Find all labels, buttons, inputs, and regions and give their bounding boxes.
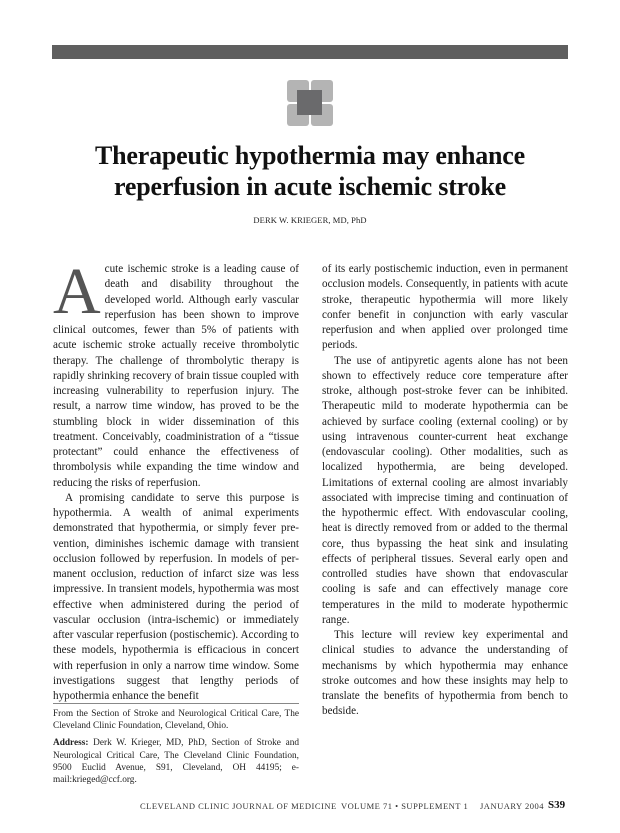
issue-date: JANUARY 2004 — [480, 801, 545, 811]
page-number: S39 — [548, 799, 566, 811]
affiliation: From the Section of Stroke and Neurological Critical Care, The Cleveland Clinic Foundation, Cleveland, Ohio. — [53, 709, 299, 732]
body-column-right — [322, 262, 568, 720]
logo-center-square — [297, 90, 322, 115]
article-title — [40, 140, 580, 202]
address-label: Address: — [53, 738, 89, 749]
volume-info: VOLUME 71 • SUPPLEMENT 1 — [341, 801, 469, 811]
journal-logo-icon — [287, 80, 333, 126]
address — [53, 737, 299, 786]
author-footnote — [53, 703, 299, 791]
header-rule-bar — [52, 45, 568, 59]
paragraph: Acute ischemic stroke is a leading cause of death and disability throughout the developed world. Although early vascular reperfusion has been shown to improve clinical outcomes, fewer than 5% of patients with acute ischemic stroke actually receive thrombolytic therapy. The challenge of thrombolytic therapy is rapidly shrinking recovery of brain tissue coupled with increasing vulnerability to reperfusion injury. The result, a narrow time window, has proved to be the stumbling block in wider dissemination of this treatment. Conceivably, coadministration of a “tissue protectant” could enhance the effectiveness of thrombolysis while expanding the time window and reducing the risks of reperfusion. — [53, 255, 299, 489]
title-line-2: reperfusion in acute ischemic stroke — [114, 172, 506, 201]
drop-cap: A — [53, 255, 101, 328]
title-line-1: Therapeutic hypothermia may enhance — [95, 141, 525, 170]
paragraph: The use of antipyretic agents alone has not been shown to effectively reduce core temperature after stroke, although post-stroke fever can be inhibited. Therapeutic mild to moderate hypothermia can be achieved by surface cooling (external cooling) or by using intravenous counter-current heat exchange (endovascular cooling). Other modalities, such as localized hypothermia, are being developed. Limitations of external cooling are almost invariably associated with imprecise timing and continuation of the hypothermic effect. With endovascular cooling, heat is directly removed from or added to the thermal core, thus bypassing the heat sink and insulating effects of peripheral tissues. Several early open and controlled studies have shown that endovascular cooling is safe and can effectively manage core temperatures in the mild to moderate hypothermic range. — [322, 354, 568, 626]
journal-name: CLEVELAND CLINIC JOURNAL OF MEDICINE — [140, 801, 337, 811]
paragraph: A promising candidate to serve this purpose is hypothermia. A wealth of animal experiments demonstrated that hypothermia, or simply fever prevention, diminishes ischemic damage with transient occlusion followed by reperfusion. In models of permanent occlusion, reduction of infarct size was less impressive. In transient models, hypothermia was most effective when administered during the period of vascular occlusion (intra-ischemic) or immediately after vascular reperfusion (postischemic). According to these models, hypothermia is efficacious in concert with reperfusion in only a narrow time window. Some investigations suggest that lengthy periods of hypothermia enhance the benefit — [53, 491, 299, 702]
address-text: Derk W. Krieger, MD, PhD, Section of Stroke and Neurological Critical Care, The Cleveland Clinic Foundation, 9500 Euclid Avenue, S91, Cleveland, OH 44195; e-mail:krieged@ccf.org. — [53, 738, 299, 786]
body-column-left — [53, 255, 299, 704]
author-byline: DERK W. KRIEGER, MD, PhD — [253, 215, 367, 225]
paragraph: of its early postischemic induction, even in permanent occlusion models. Consequently, in patients with acute stroke, therapeutic hypothermia will more likely confer benefit in conjunction with early vascular reperfusion and when applied over prolonged time periods. — [322, 263, 568, 352]
paragraph: This lecture will review key experimental and clinical studies to advance the understanding of mechanisms by which hypothermia may enhance stroke outcomes and how these insights may help to translate the benefits of hypothermia from bench to bedside. — [322, 629, 568, 718]
